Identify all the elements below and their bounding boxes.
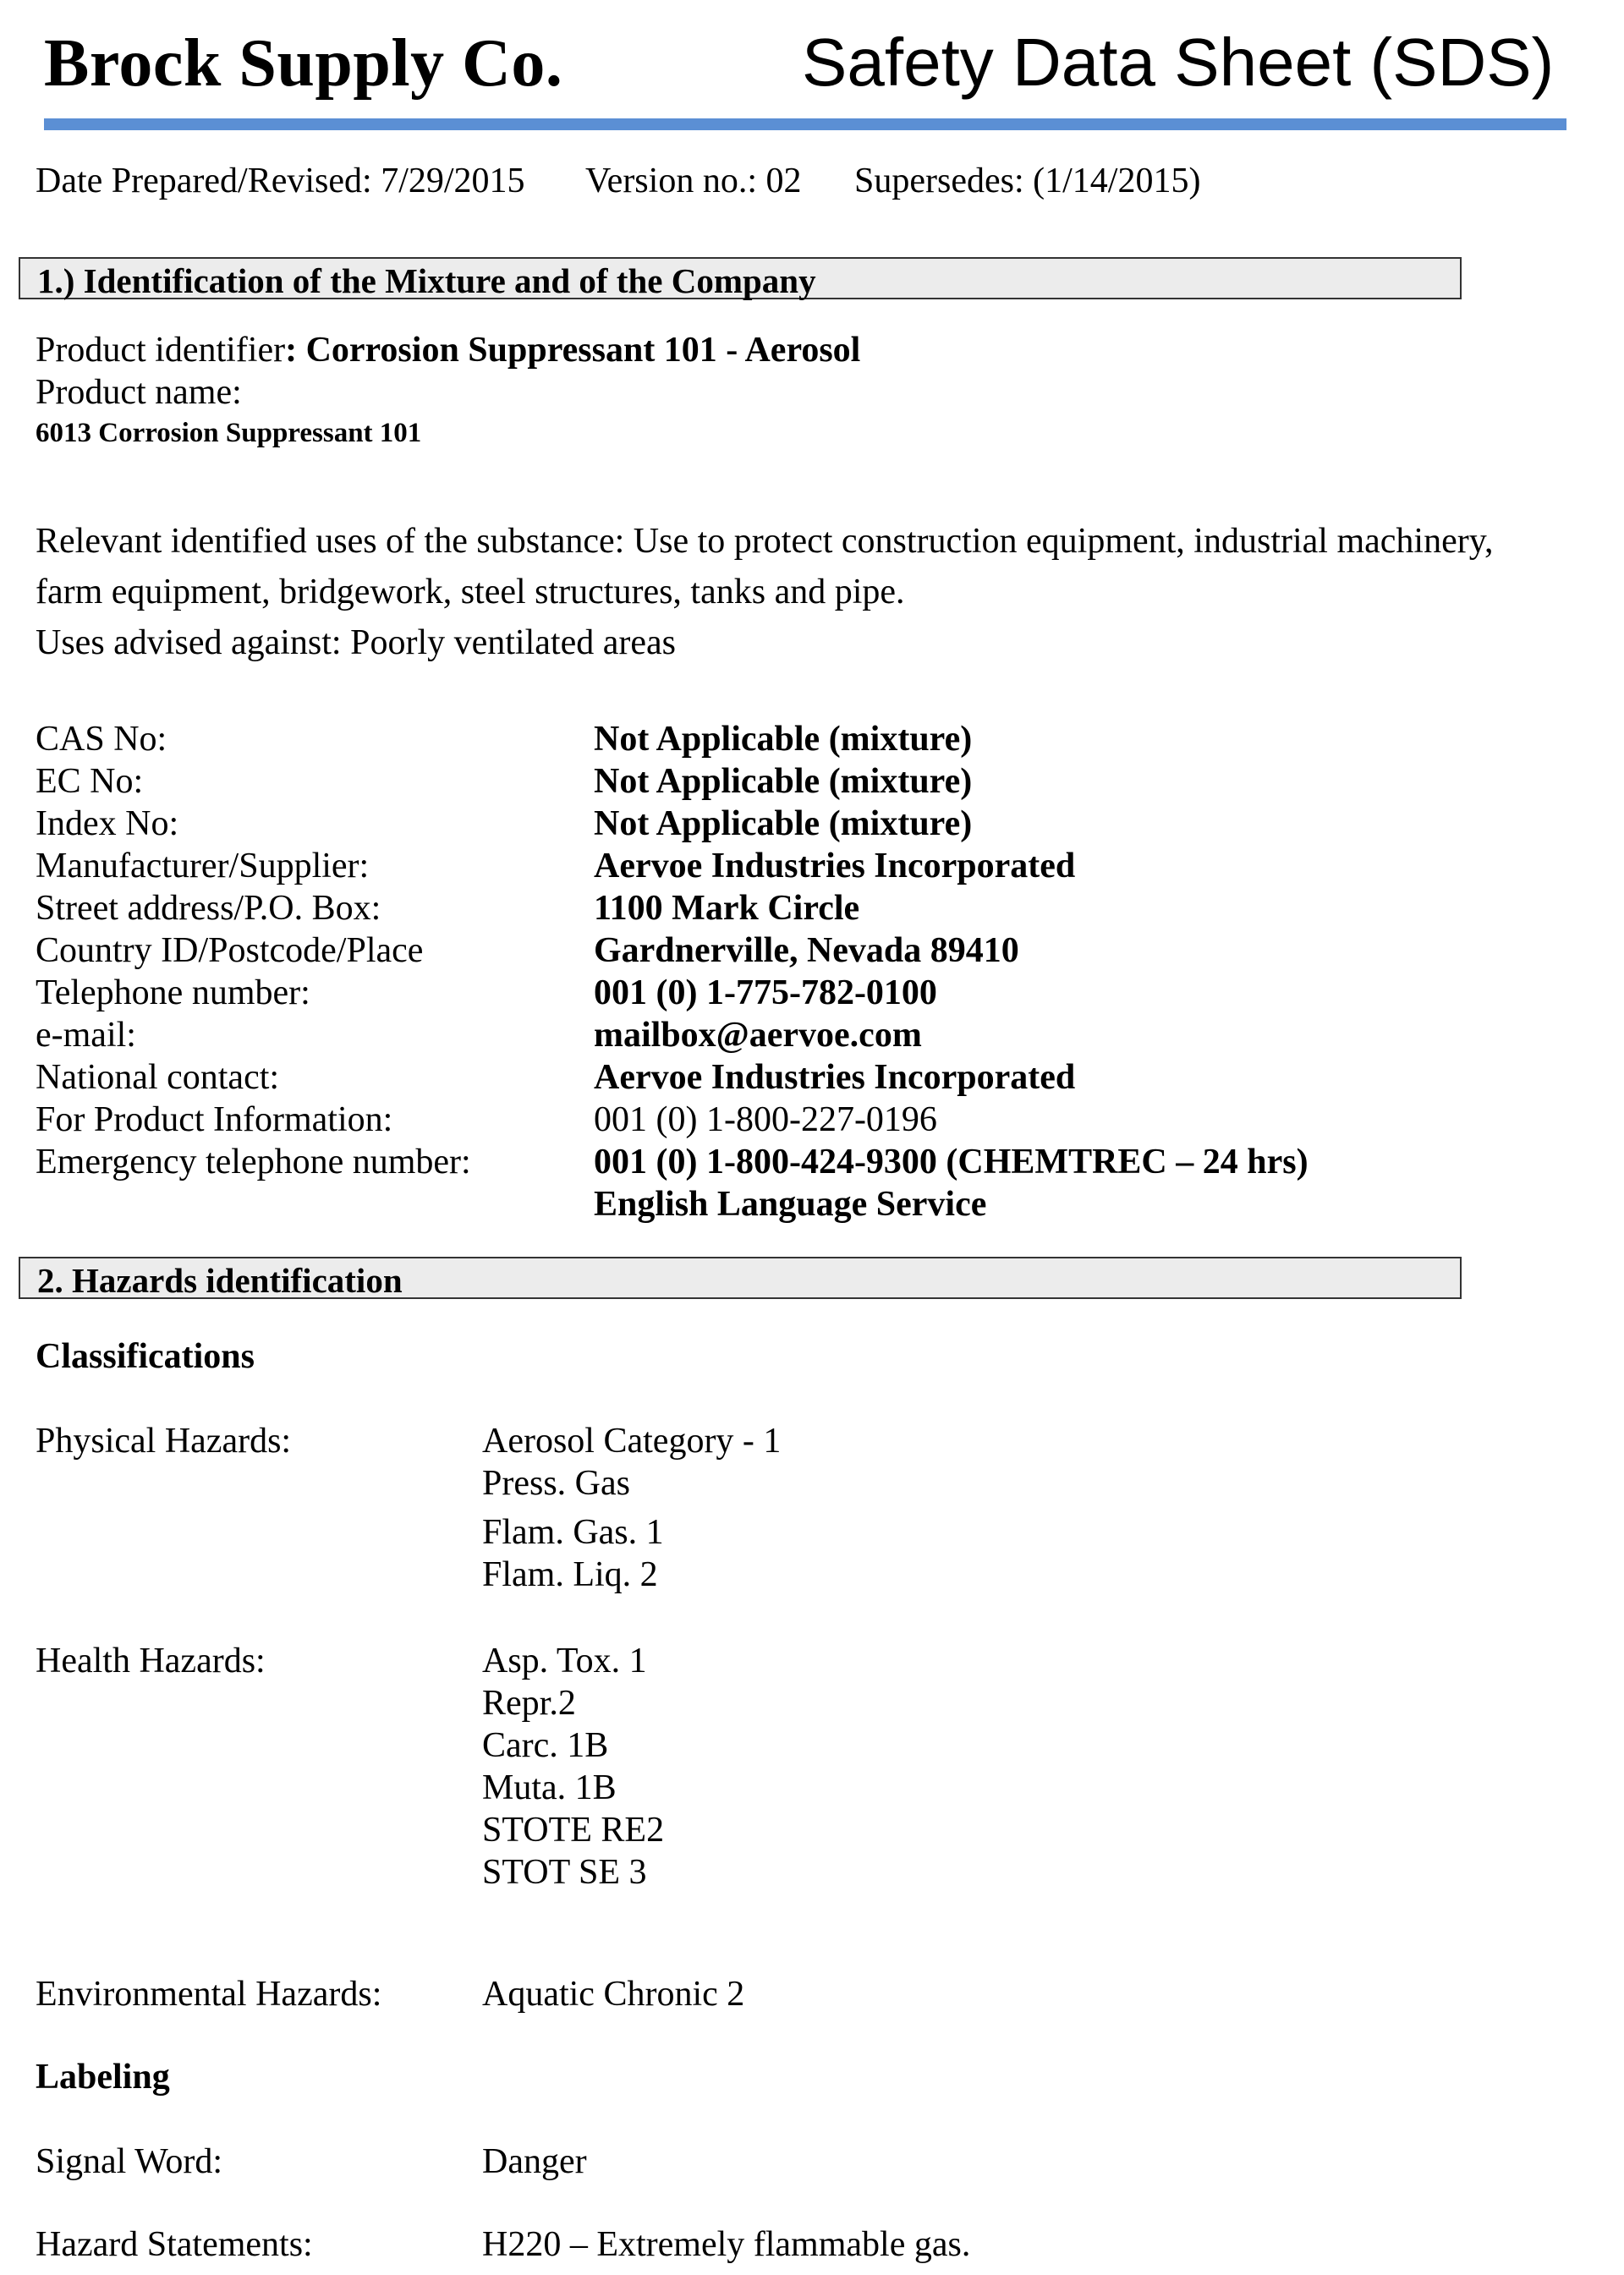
hazard-statement-value: H220 – Extremely flammable gas. [482,2225,971,2264]
product-identifier-label: Product identifier [36,331,286,370]
email-value[interactable]: mailbox@aervoe.com [594,1016,922,1055]
health-hazard-item: STOTE RE2 [482,1811,665,1850]
document-title: Safety Data Sheet (SDS) [802,25,1555,100]
hazard-statements-label: Hazard Statements: [36,2225,313,2264]
version-number: Version no.: 02 [585,162,802,200]
health-hazard-item: Repr.2 [482,1684,576,1723]
row-value: 001 (0) 1-775-782-0100 [594,973,937,1012]
date-prepared: Date Prepared/Revised: 7/29/2015 [36,162,525,200]
environmental-hazard-value: Aquatic Chronic 2 [482,1975,745,2014]
physical-hazard-item: Aerosol Category - 1 [482,1422,782,1461]
physical-hazard-item: Flam. Gas. 1 [482,1513,664,1552]
health-hazard-item: Carc. 1B [482,1726,609,1765]
row-value: Aervoe Industries Incorporated [594,847,1076,885]
identified-uses-line-1: Relevant identified uses of the substance: Use to protect construction equipment, industrial machinery, [36,522,1494,561]
row-value: 001 (0) 1-800-424-9300 (CHEMTREC – 24 hrs) [594,1143,1309,1181]
health-hazard-item: Muta. 1B [482,1768,617,1807]
row-label: Street address/P.O. Box: [36,889,381,928]
row-label: Telephone number: [36,973,310,1012]
signal-word-label: Signal Word: [36,2142,223,2181]
physical-hazard-item: Flam. Liq. 2 [482,1555,658,1594]
supersedes-date: Supersedes: (1/14/2015) [854,162,1201,200]
row-label: e-mail: [36,1016,136,1055]
signal-word-value: Danger [482,2142,587,2181]
company-name: Brock Supply Co. [44,26,563,101]
section-2-heading [19,1257,1462,1299]
section-1-heading-text: 1.) Identification of the Mixture and of the Company [37,261,816,300]
product-name-label: Product name: [36,373,242,412]
row-value: 001 (0) 1-800-227-0196 [594,1100,937,1139]
section-2-heading-text: 2. Hazards identification [37,1261,403,1300]
row-label: Index No: [36,804,179,843]
classifications-heading: Classifications [36,1337,255,1376]
row-label: Emergency telephone number: [36,1143,471,1181]
product-name-value: 6013 Corrosion Suppressant 101 [36,418,422,448]
health-hazard-item: STOT SE 3 [482,1853,647,1892]
product-identifier [36,330,860,370]
row-value: Not Applicable (mixture) [594,720,973,759]
health-hazards-label: Health Hazards: [36,1642,266,1680]
row-label: CAS No: [36,720,167,759]
physical-hazard-item: Press. Gas [482,1464,630,1503]
row-value: Not Applicable (mixture) [594,762,973,801]
row-value: Not Applicable (mixture) [594,804,973,843]
physical-hazards-label: Physical Hazards: [36,1422,292,1461]
row-label: For Product Information: [36,1100,393,1139]
row-label: Country ID/Postcode/Place [36,931,424,970]
row-value: Gardnerville, Nevada 89410 [594,931,1019,970]
section-1-heading [19,257,1462,299]
identified-uses-line-2: farm equipment, bridgework, steel structures, tanks and pipe. [36,573,905,611]
row-value: English Language Service [594,1185,987,1224]
row-label: Manufacturer/Supplier: [36,847,370,885]
health-hazard-item: Asp. Tox. 1 [482,1642,647,1680]
row-value: 1100 Mark Circle [594,889,860,928]
labeling-heading: Labeling [36,2058,170,2097]
uses-advised-against: Uses advised against: Poorly ventilated areas [36,623,676,662]
row-label: National contact: [36,1058,280,1097]
row-label: EC No: [36,762,144,801]
header-rule [44,118,1566,130]
row-value: Aervoe Industries Incorporated [594,1058,1076,1097]
product-identifier-value: : Corrosion Suppressant 101 - Aerosol [285,331,861,370]
environmental-hazards-label: Environmental Hazards: [36,1975,382,2014]
